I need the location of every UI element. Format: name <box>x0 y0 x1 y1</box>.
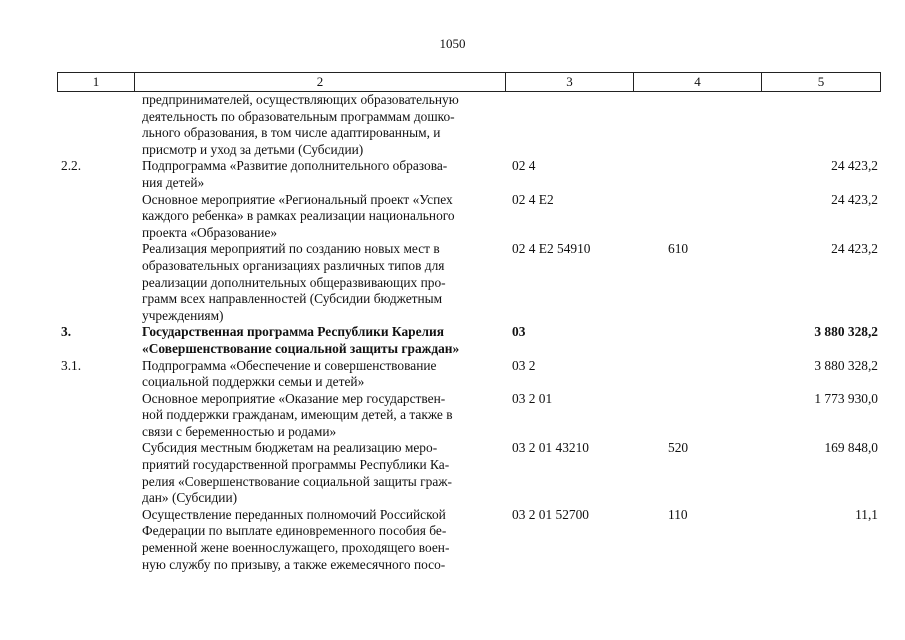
row-description <box>142 358 502 391</box>
row-description <box>142 440 502 506</box>
expense-type-code: 610 <box>668 241 689 257</box>
description-line: ременной жене военнослужащего, проходящего воен- <box>142 540 450 556</box>
description-line: Субсидия местным бюджетам на реализацию меро- <box>142 440 438 456</box>
description-line: образовательных организациях различных типов для <box>142 257 445 273</box>
description-line: Государственная программа Республики Карелия <box>142 324 445 340</box>
description-line: Подпрограмма «Обеспечение и совершенствование <box>142 357 437 373</box>
expense-type-code: 110 <box>668 506 688 522</box>
description-line: льного образования, в том числе адаптированным, и <box>142 125 441 141</box>
row-description <box>142 241 502 324</box>
description-line: реализации дополнительных общеразвивающих про- <box>142 274 446 290</box>
table-header <box>57 72 881 92</box>
table-row <box>57 158 880 191</box>
row-number: 3.1. <box>61 357 82 373</box>
page-number: 1050 <box>439 36 466 51</box>
description-line: Реализация мероприятий по созданию новых мест в <box>142 241 440 257</box>
classification-code: 03 2 01 52700 <box>512 506 589 522</box>
description-line: присмотр и уход за детьми (Субсидии) <box>142 141 364 157</box>
description-line: каждого ребенка» в рамках реализации национального <box>142 208 455 224</box>
column-header-2: 2 <box>135 73 506 91</box>
classification-code: 02 4 E2 <box>512 191 554 207</box>
column-header-5: 5 <box>762 73 881 91</box>
description-line: ния детей» <box>142 174 205 190</box>
row-description <box>142 391 502 441</box>
table-row <box>57 507 880 573</box>
classification-code: 03 2 01 43210 <box>512 440 589 456</box>
column-header-4: 4 <box>634 73 762 91</box>
description-line: «Совершенствование социальной защиты граждан» <box>142 340 460 356</box>
table-body <box>57 92 880 573</box>
amount: 1 773 930,0 <box>814 390 878 406</box>
row-description <box>142 507 502 573</box>
amount: 24 423,2 <box>831 191 878 207</box>
classification-code: 03 2 <box>512 357 536 373</box>
table-row <box>57 92 880 158</box>
amount: 3 880 328,2 <box>814 324 878 340</box>
column-header-1: 1 <box>58 73 135 91</box>
description-line: ную службу по призыву, а также ежемесячного посо- <box>142 556 446 572</box>
row-description <box>142 192 502 242</box>
row-description <box>142 324 502 357</box>
table-row <box>57 440 880 506</box>
description-line: связи с беременностью и родами» <box>142 423 337 439</box>
description-line: социальной поддержки семьи и детей» <box>142 374 365 390</box>
description-line: предпринимателей, осуществляющих образовательную <box>142 92 459 107</box>
description-line: Основное мероприятие «Оказание мер государствен- <box>142 390 446 406</box>
row-number: 2.2. <box>61 158 82 174</box>
description-line: ной поддержки гражданам, имеющим детей, а также в <box>142 407 453 423</box>
amount: 24 423,2 <box>831 158 878 174</box>
description-line: приятий государственной программы Республики Ка- <box>142 457 450 473</box>
row-description <box>142 92 502 158</box>
description-line: учреждениям) <box>142 307 224 323</box>
table-row <box>57 324 880 357</box>
description-line: грамм всех направленностей (Субсидии бюджетным <box>142 291 443 307</box>
amount: 11,1 <box>855 506 878 522</box>
description-line: Осуществление переданных полномочий Российской <box>142 506 446 522</box>
row-number: 3. <box>61 324 72 340</box>
classification-code: 02 4 <box>512 158 536 174</box>
description-line: Федерации по выплате единовременного пособия бе- <box>142 523 447 539</box>
amount: 24 423,2 <box>831 241 878 257</box>
classification-code: 03 <box>512 324 526 340</box>
table-row <box>57 192 880 242</box>
description-line: деятельность по образовательным программам дошко- <box>142 108 455 124</box>
amount: 169 848,0 <box>824 440 878 456</box>
table-row <box>57 241 880 324</box>
table-row <box>57 358 880 391</box>
description-line: дан» (Субсидии) <box>142 490 238 506</box>
amount: 3 880 328,2 <box>814 357 878 373</box>
classification-code: 03 2 01 <box>512 390 553 406</box>
description-line: проекта «Образование» <box>142 224 278 240</box>
classification-code: 02 4 E2 54910 <box>512 241 591 257</box>
description-line: Подпрограмма «Развитие дополнительного образова- <box>142 158 448 174</box>
description-line: Основное мероприятие «Региональный проект «Успех <box>142 191 453 207</box>
description-line: релия «Совершенствование социальной защиты граж- <box>142 473 452 489</box>
table-row <box>57 391 880 441</box>
expense-type-code: 520 <box>668 440 689 456</box>
column-header-3: 3 <box>506 73 634 91</box>
row-description <box>142 158 502 191</box>
